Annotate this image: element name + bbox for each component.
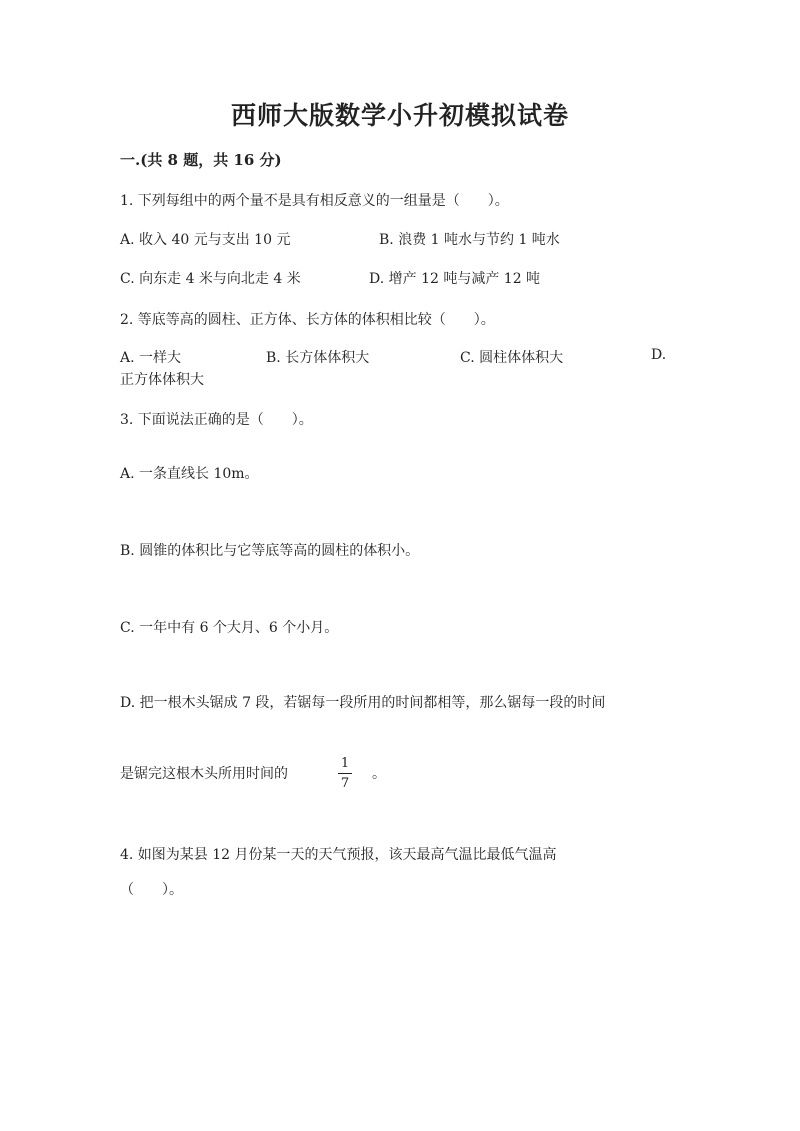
question-1-option-a: A. 收入 40 元与支出 10 元 (120, 232, 291, 248)
page-title: 西师大版数学小升初模拟试卷 (230, 101, 569, 130)
question-4-stem-line2: （ ）。 (120, 882, 183, 898)
question-1-stem: 1. 下列每组中的两个量不是具有相反意义的一组量是（ ）。 (120, 193, 509, 209)
fraction-numerator: 1 (340, 756, 350, 771)
question-2-option-c: C. 圆柱体体积大 (460, 350, 564, 366)
question-3-option-b: B. 圆锥的体积比与它等底等高的圆柱的体积小。 (120, 543, 420, 559)
section-heading: 一.(共 8 题，共 16 分) (120, 151, 282, 169)
question-3-option-d-line1: D. 把一根木头锯成 7 段，若锯每一段所用的时间都相等，那么锯每一段的时间 (120, 695, 606, 711)
question-1-option-c: C. 向东走 4 米与向北走 4 米 (120, 271, 301, 287)
fraction-denominator: 7 (340, 776, 350, 791)
question-2-option-a: A. 一样大 (120, 350, 182, 366)
question-3-option-d-line2: 是锯完这根木头所用时间的 (120, 766, 288, 782)
question-1-option-b: B. 浪费 1 吨水与节约 1 吨水 (379, 232, 560, 248)
question-3-stem: 3. 下面说法正确的是（ ）。 (120, 412, 313, 428)
question-2-option-d-text: 正方体体积大 (120, 372, 204, 388)
question-2-stem: 2. 等底等高的圆柱、正方体、长方体的体积相比较（ ）。 (120, 312, 495, 328)
question-4-stem-line1: 4. 如图为某县 12 月份某一天的天气预报，该天最高气温比最低气温高 (120, 847, 557, 863)
question-3-option-c: C. 一年中有 6 个大月、6 个小月。 (120, 620, 339, 636)
question-2-option-d-label: D. (651, 347, 667, 363)
question-3-option-d-end: 。 (372, 766, 386, 782)
question-2-option-b: B. 长方体体积大 (266, 350, 370, 366)
fraction-one-seventh (336, 757, 354, 790)
question-1-option-d: D. 增产 12 吨与减产 12 吨 (369, 271, 541, 287)
question-3-option-a: A. 一条直线长 10m。 (120, 466, 259, 482)
